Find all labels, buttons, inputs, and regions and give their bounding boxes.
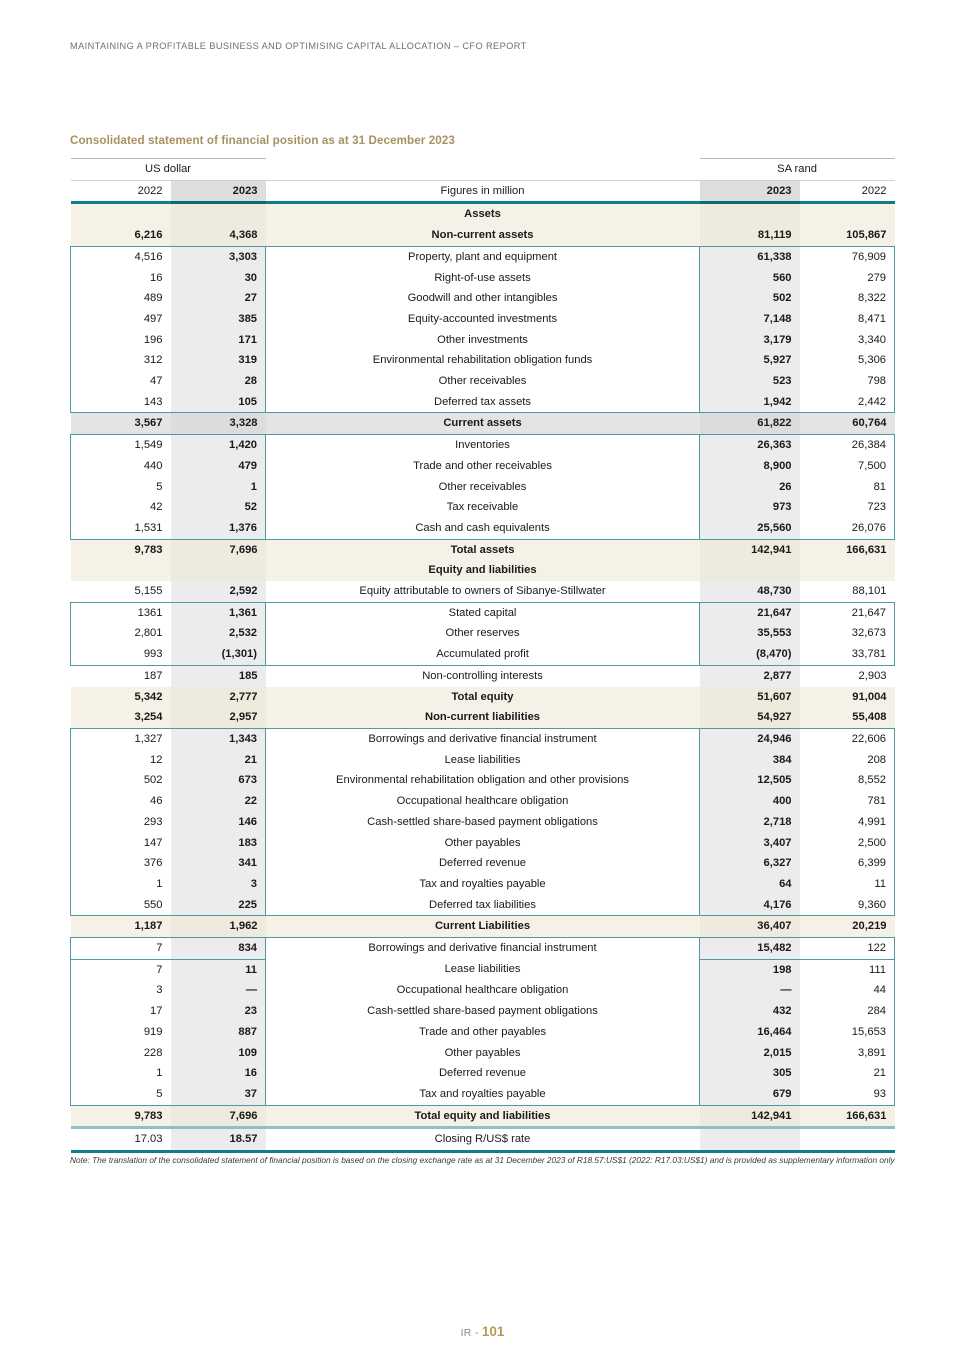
- cell-zar-2022: 166,631: [800, 539, 895, 560]
- cell-zar-2022: 4,991: [800, 812, 895, 833]
- cell-usd-2022: 17.03: [134, 1133, 163, 1146]
- table-row: [71, 895, 895, 916]
- rule-seg: [800, 1150, 895, 1153]
- table-row: [71, 518, 895, 539]
- cell-usd-2022: 1,531: [71, 518, 171, 539]
- cell-usd-2022: 2,801: [71, 623, 171, 644]
- year-header-row: [71, 180, 895, 201]
- cell-zar-2023: 502: [700, 288, 800, 309]
- table-row: [71, 916, 895, 938]
- cell-zar-2022: 7,500: [800, 456, 895, 477]
- col-header-zar-2023: 2023: [700, 180, 800, 201]
- table-row: [71, 687, 895, 708]
- rule-seg: [700, 1150, 800, 1153]
- col-header-usd-2022: 2022: [71, 180, 171, 201]
- table-row: [71, 812, 895, 833]
- column-group-sa-rand: SA rand: [700, 159, 895, 181]
- cell-usd-2023: 479: [171, 456, 266, 477]
- cell-row-label: Closing R/US$ rate: [266, 1129, 700, 1150]
- page-title: Consolidated statement of financial position as at 31 December 2023: [70, 134, 455, 147]
- cell-zar-2022: 723: [800, 497, 895, 518]
- table-row: [71, 330, 895, 351]
- cell-row-label: Lease liabilities: [266, 959, 700, 980]
- table-row: [71, 770, 895, 791]
- cell-usd-2023: 1,343: [171, 728, 266, 749]
- cell-zar-2022: 60,764: [800, 413, 895, 435]
- cell-row-label: Cash-settled share-based payment obligations: [266, 1001, 700, 1022]
- table-row: [71, 435, 895, 456]
- cell-usd-2023: 105: [171, 392, 266, 413]
- table-body: [71, 204, 895, 1153]
- cell-row-label: Inventories: [266, 435, 700, 456]
- cell-usd-2022: 1,549: [71, 435, 171, 456]
- cell-usd-2023: 2,957: [171, 707, 266, 728]
- cell-usd-2022: 4,516: [71, 246, 171, 267]
- cell-usd-2022: 919: [71, 1022, 171, 1043]
- cell-usd-2022: 46: [71, 791, 171, 812]
- cell-row-label: Right-of-use assets: [266, 268, 700, 289]
- cell-zar-2022: 81: [800, 477, 895, 498]
- table-row: [71, 288, 895, 309]
- cell-usd-2023: 28: [171, 371, 266, 392]
- cell-usd-2023: 834: [171, 938, 266, 960]
- cell-usd-2023: 22: [171, 791, 266, 812]
- cell-usd-2023: 1,361: [171, 602, 266, 623]
- running-head: MAINTAINING A PROFITABLE BUSINESS AND OPTIMISING CAPITAL ALLOCATION – CFO REPORT: [70, 41, 527, 51]
- table-row: [71, 853, 895, 874]
- folio-prefix: IR -: [460, 1327, 479, 1339]
- cell-usd-2022: 497: [71, 309, 171, 330]
- cell-row-label: Cash and cash equivalents: [266, 518, 700, 539]
- cell-zar-2023: 51,607: [700, 687, 800, 708]
- cell-zar-2023: 2,718: [700, 812, 800, 833]
- cell-zar-2022: 6,399: [800, 853, 895, 874]
- cell-usd-2023: 30: [171, 268, 266, 289]
- table-row: [71, 581, 895, 602]
- cell-usd-2022: 502: [71, 770, 171, 791]
- cell-row-label: Current assets: [266, 413, 700, 435]
- cell-usd-2023: 109: [171, 1043, 266, 1064]
- cell-usd-2022: 143: [71, 392, 171, 413]
- cell-zar-2023: 12,505: [700, 770, 800, 791]
- cell-row-label: Environmental rehabilitation obligation and other provisions: [266, 770, 700, 791]
- table-row: [71, 413, 895, 435]
- cell-usd-2022: 1: [71, 1063, 171, 1084]
- cell-usd-2022: 5: [71, 1084, 171, 1105]
- cell-zar-2023: 48,730: [700, 581, 800, 602]
- cell-row-label: Total assets: [266, 539, 700, 560]
- cell-row-label: Cash-settled share-based payment obligations: [266, 812, 700, 833]
- cell-row-label: Lease liabilities: [266, 750, 700, 771]
- cell-usd-2023: 225: [171, 895, 266, 916]
- cell-usd-2022: 550: [71, 895, 171, 916]
- cell-row-label: Other payables: [266, 833, 700, 854]
- cell-zar-2023: 35,553: [700, 623, 800, 644]
- cell-zar-2022: 8,471: [800, 309, 895, 330]
- cell-zar-2022: 20,219: [800, 916, 895, 938]
- cell-usd-2023: 3: [171, 874, 266, 895]
- cell-row-label: Occupational healthcare obligation: [266, 791, 700, 812]
- cell-row-label: Equity and liabilities: [266, 560, 700, 581]
- table-row: [71, 1129, 895, 1150]
- cell-zar-2022: 91,004: [800, 687, 895, 708]
- cell-usd-2023: 21: [171, 750, 266, 771]
- cell-zar-2023: 26,363: [700, 435, 800, 456]
- cell-zar-2023: 2,877: [700, 665, 800, 686]
- cell-usd-2023: 7,696: [171, 1105, 266, 1126]
- cell-row-label: Environmental rehabilitation obligation funds: [266, 350, 700, 371]
- cell-row-label: Equity-accounted investments: [266, 309, 700, 330]
- cell-usd-2022: 1,187: [71, 916, 171, 938]
- statement-table: [70, 158, 895, 1153]
- cell-zar-2022: 9,360: [800, 895, 895, 916]
- table-row: [71, 959, 895, 980]
- cell-row-label: Total equity: [266, 687, 700, 708]
- cell-row-label: Other payables: [266, 1043, 700, 1064]
- cell-zar-2022: 33,781: [800, 644, 895, 665]
- column-group-us-dollar: US dollar: [71, 159, 266, 181]
- cell-zar-2022: [800, 560, 895, 581]
- cell-usd-2022: 5,155: [134, 585, 163, 598]
- cell-usd-2022: 3,567: [71, 413, 171, 435]
- cell-usd-2022: 1,327: [71, 728, 171, 749]
- table-row: [71, 392, 895, 413]
- cell-row-label: Occupational healthcare obligation: [266, 980, 700, 1001]
- cell-usd-2022: 17: [71, 1001, 171, 1022]
- cell-row-label: Total equity and liabilities: [266, 1105, 700, 1126]
- cell-zar-2023: 3,407: [700, 833, 800, 854]
- cell-row-label: Borrowings and derivative financial instrument: [266, 938, 700, 960]
- cell-zar-2023: 432: [700, 1001, 800, 1022]
- cell-usd-2023: 341: [171, 853, 266, 874]
- cell-zar-2022: 8,552: [800, 770, 895, 791]
- cell-usd-2022: 228: [71, 1043, 171, 1064]
- cell-usd-2022: 3: [71, 980, 171, 1001]
- cell-zar-2022: 76,909: [800, 246, 895, 267]
- table-row: [71, 980, 895, 1001]
- cell-usd-2023: 16: [171, 1063, 266, 1084]
- cell-zar-2023: 560: [700, 268, 800, 289]
- cell-usd-2023: 3,328: [171, 413, 266, 435]
- cell-row-label: Trade and other payables: [266, 1022, 700, 1043]
- cell-row-label: Accumulated profit: [266, 644, 700, 665]
- cell-usd-2022: 440: [71, 456, 171, 477]
- cell-zar-2022: 2,500: [800, 833, 895, 854]
- cell-zar-2023: 61,338: [700, 246, 800, 267]
- table-row: [71, 204, 895, 225]
- cell-row-label: Assets: [266, 204, 700, 225]
- cell-zar-2023: 81,119: [700, 225, 800, 246]
- cell-usd-2023: 2,777: [171, 687, 266, 708]
- group-header-row: [71, 159, 895, 181]
- cell-zar-2023: 6,327: [700, 853, 800, 874]
- table-row: [71, 1105, 895, 1126]
- cell-zar-2023: 5,927: [700, 350, 800, 371]
- table-row: [71, 791, 895, 812]
- table-row: [71, 456, 895, 477]
- table-row: [71, 665, 895, 686]
- cell-zar-2022: 44: [800, 980, 895, 1001]
- cell-zar-2023: 21,647: [700, 602, 800, 623]
- table-row: [71, 539, 895, 560]
- cell-zar-2023: 16,464: [700, 1022, 800, 1043]
- cell-zar-2023: 24,946: [700, 728, 800, 749]
- cell-row-label: Deferred revenue: [266, 1063, 700, 1084]
- cell-zar-2022: 111: [800, 959, 895, 980]
- cell-zar-2022: 2,903: [858, 669, 887, 682]
- cell-usd-2023: [171, 560, 266, 581]
- cell-zar-2022: 32,673: [800, 623, 895, 644]
- cell-zar-2023: 36,407: [700, 916, 800, 938]
- cell-usd-2023: 1: [171, 477, 266, 498]
- cell-zar-2023: 973: [700, 497, 800, 518]
- cell-row-label: Other receivables: [266, 371, 700, 392]
- cell-zar-2023: 64: [700, 874, 800, 895]
- cell-row-label: Equity attributable to owners of Sibanye-Stillwater: [266, 581, 700, 602]
- table-row: [71, 728, 895, 749]
- cell-row-label: Non-current liabilities: [266, 707, 700, 728]
- cell-zar-2023: 61,822: [700, 413, 800, 435]
- table-row: [71, 371, 895, 392]
- cell-zar-2022: 22,606: [800, 728, 895, 749]
- cell-zar-2023: —: [700, 980, 800, 1001]
- cell-zar-2022: 208: [800, 750, 895, 771]
- cell-usd-2023: 1,962: [171, 916, 266, 938]
- group-header-spacer: [266, 159, 700, 181]
- cell-row-label: Tax and royalties payable: [266, 874, 700, 895]
- cell-zar-2022: 105,867: [800, 225, 895, 246]
- col-header-figures: Figures in million: [266, 180, 700, 201]
- cell-zar-2023: 26: [700, 477, 800, 498]
- cell-zar-2023: 198: [700, 959, 800, 980]
- cell-usd-2022: 7: [71, 959, 171, 980]
- cell-usd-2023: 146: [171, 812, 266, 833]
- cell-zar-2023: 523: [700, 371, 800, 392]
- cell-usd-2023: 7,696: [171, 539, 266, 560]
- cell-row-label: Tax and royalties payable: [266, 1084, 700, 1105]
- folio-page-number: 101: [481, 1324, 505, 1339]
- cell-usd-2023: 183: [171, 833, 266, 854]
- cell-usd-2022: 12: [71, 750, 171, 771]
- cell-usd-2023: (1,301): [171, 644, 266, 665]
- cell-zar-2023: [700, 1129, 800, 1150]
- table-row: [71, 350, 895, 371]
- cell-usd-2023: 37: [171, 1084, 266, 1105]
- cell-usd-2023: [171, 204, 266, 225]
- cell-usd-2022: 16: [71, 268, 171, 289]
- cell-zar-2023: (8,470): [700, 644, 800, 665]
- cell-usd-2022: 993: [71, 644, 171, 665]
- cell-row-label: Non-controlling interests: [266, 665, 700, 686]
- cell-zar-2023: 142,941: [700, 539, 800, 560]
- cell-row-label: Goodwill and other intangibles: [266, 288, 700, 309]
- cell-usd-2022: 5,342: [71, 687, 171, 708]
- table-row: [71, 309, 895, 330]
- table-row: [71, 497, 895, 518]
- cell-row-label: Trade and other receivables: [266, 456, 700, 477]
- cell-zar-2023: 1,942: [700, 392, 800, 413]
- cell-usd-2022: 312: [71, 350, 171, 371]
- cell-row-label: Borrowings and derivative financial instrument: [266, 728, 700, 749]
- cell-usd-2022: 42: [71, 497, 171, 518]
- financial-position-table: [70, 158, 894, 1153]
- cell-zar-2023: 4,176: [700, 895, 800, 916]
- cell-usd-2023: 385: [171, 309, 266, 330]
- cell-zar-2022: 5,306: [800, 350, 895, 371]
- cell-usd-2022: 9,783: [71, 539, 171, 560]
- cell-zar-2023: 3,179: [700, 330, 800, 351]
- cell-zar-2023: 679: [700, 1084, 800, 1105]
- cell-row-label: Deferred tax liabilities: [266, 895, 700, 916]
- footnote: Note: The translation of the consolidated statement of financial position is based on the closing exchange rate as at 31 December 2023 of R18.57:US$1 (2022: R17.03:US$1) and is provided as supplementary information only: [70, 1155, 895, 1165]
- table-row: [71, 246, 895, 267]
- cell-row-label: Other investments: [266, 330, 700, 351]
- col-header-zar-2022: 2022: [800, 180, 895, 201]
- cell-usd-2023: 3,303: [171, 246, 266, 267]
- cell-zar-2022: 166,631: [800, 1105, 895, 1126]
- table-row: [71, 602, 895, 623]
- cell-usd-2022: 47: [71, 371, 171, 392]
- cell-usd-2022: 196: [71, 330, 171, 351]
- cell-zar-2023: [700, 204, 800, 225]
- cell-usd-2022: 187: [143, 669, 163, 682]
- cell-usd-2022: 147: [71, 833, 171, 854]
- table-row: [71, 707, 895, 728]
- cell-row-label: Tax receivable: [266, 497, 700, 518]
- cell-usd-2023: 2,532: [171, 623, 266, 644]
- cell-zar-2022: 88,101: [852, 585, 887, 598]
- cell-row-label: Other receivables: [266, 477, 700, 498]
- table-row: [71, 874, 895, 895]
- table-row: [71, 268, 895, 289]
- table-head: [71, 159, 895, 205]
- cell-row-label: Stated capital: [266, 602, 700, 623]
- cell-usd-2022: 489: [71, 288, 171, 309]
- cell-zar-2022: 3,891: [800, 1043, 895, 1064]
- cell-zar-2022: 26,076: [800, 518, 895, 539]
- cell-row-label: Current Liabilities: [266, 916, 700, 938]
- cell-zar-2023: 54,927: [700, 707, 800, 728]
- cell-row-label: Deferred tax assets: [266, 392, 700, 413]
- cell-zar-2022: [800, 204, 895, 225]
- cell-zar-2022: 15,653: [800, 1022, 895, 1043]
- col-header-usd-2023: 2023: [171, 180, 266, 201]
- table-row: [71, 477, 895, 498]
- cell-zar-2022: 284: [800, 1001, 895, 1022]
- cell-row-label: Non-current assets: [266, 225, 700, 246]
- cell-usd-2023: 27: [171, 288, 266, 309]
- table-row: [71, 225, 895, 246]
- cell-usd-2023: 1,420: [171, 435, 266, 456]
- cell-usd-2022: 293: [71, 812, 171, 833]
- table-row: [71, 644, 895, 665]
- cell-usd-2023: —: [171, 980, 266, 1001]
- cell-usd-2023: 673: [171, 770, 266, 791]
- cell-usd-2023: 185: [171, 665, 266, 686]
- cell-usd-2022: 376: [71, 853, 171, 874]
- cell-usd-2022: 5: [71, 477, 171, 498]
- cell-usd-2023: 1,376: [171, 518, 266, 539]
- table-row: [71, 1084, 895, 1105]
- table-row: [71, 938, 895, 960]
- cell-usd-2022: [71, 560, 171, 581]
- cell-zar-2022: 781: [800, 791, 895, 812]
- cell-zar-2022: 55,408: [800, 707, 895, 728]
- rule-seg: [171, 1150, 266, 1153]
- cell-usd-2023: 887: [171, 1022, 266, 1043]
- cell-zar-2022: 122: [800, 938, 895, 960]
- table-row: [71, 623, 895, 644]
- cell-zar-2022: 21: [800, 1063, 895, 1084]
- cell-zar-2023: 2,015: [700, 1043, 800, 1064]
- cell-zar-2022: 798: [800, 371, 895, 392]
- table-row: [71, 560, 895, 581]
- cell-usd-2023: 11: [171, 959, 266, 980]
- cell-usd-2022: 1: [71, 874, 171, 895]
- table-row: [71, 1043, 895, 1064]
- page-folio: [0, 1324, 965, 1339]
- cell-zar-2023: 142,941: [700, 1105, 800, 1126]
- cell-usd-2023: 52: [171, 497, 266, 518]
- cell-row-label: Property, plant and equipment: [266, 246, 700, 267]
- cell-usd-2023: 23: [171, 1001, 266, 1022]
- cell-zar-2022: 11: [800, 874, 895, 895]
- table-row: [71, 1001, 895, 1022]
- cell-usd-2022: 9,783: [71, 1105, 171, 1126]
- cell-usd-2023: 319: [171, 350, 266, 371]
- cell-usd-2023: 4,368: [171, 225, 266, 246]
- cell-zar-2022: 21,647: [800, 602, 895, 623]
- cell-usd-2023: 18.57: [171, 1129, 266, 1150]
- cell-usd-2023: 171: [171, 330, 266, 351]
- cell-zar-2023: 400: [700, 791, 800, 812]
- rule-seg: [266, 1150, 700, 1153]
- cell-usd-2022: 3,254: [71, 707, 171, 728]
- cell-row-label: Deferred revenue: [266, 853, 700, 874]
- cell-zar-2022: 26,384: [800, 435, 895, 456]
- table-row: [71, 750, 895, 771]
- cell-zar-2022: [800, 1129, 895, 1150]
- cell-row-label: Other reserves: [266, 623, 700, 644]
- cell-zar-2023: 384: [700, 750, 800, 771]
- cell-usd-2022: [71, 204, 171, 225]
- cell-usd-2023: 2,592: [171, 581, 266, 602]
- cell-usd-2022: 1361: [71, 602, 171, 623]
- cell-zar-2022: 2,442: [800, 392, 895, 413]
- cell-zar-2022: 93: [800, 1084, 895, 1105]
- cell-zar-2022: 279: [800, 268, 895, 289]
- cell-zar-2023: 15,482: [700, 938, 800, 960]
- bottom-rule: [71, 1150, 895, 1153]
- table-row: [71, 1022, 895, 1043]
- table-row: [71, 833, 895, 854]
- rule-seg: [71, 1150, 171, 1153]
- cell-usd-2022: 6,216: [71, 225, 171, 246]
- cell-zar-2022: 3,340: [800, 330, 895, 351]
- cell-zar-2023: 25,560: [700, 518, 800, 539]
- cell-zar-2023: [700, 560, 800, 581]
- cell-zar-2023: 7,148: [700, 309, 800, 330]
- cell-usd-2022: 7: [71, 938, 171, 960]
- table-row: [71, 1063, 895, 1084]
- cell-zar-2023: 305: [700, 1063, 800, 1084]
- cell-zar-2023: 8,900: [700, 456, 800, 477]
- cell-zar-2022: 8,322: [800, 288, 895, 309]
